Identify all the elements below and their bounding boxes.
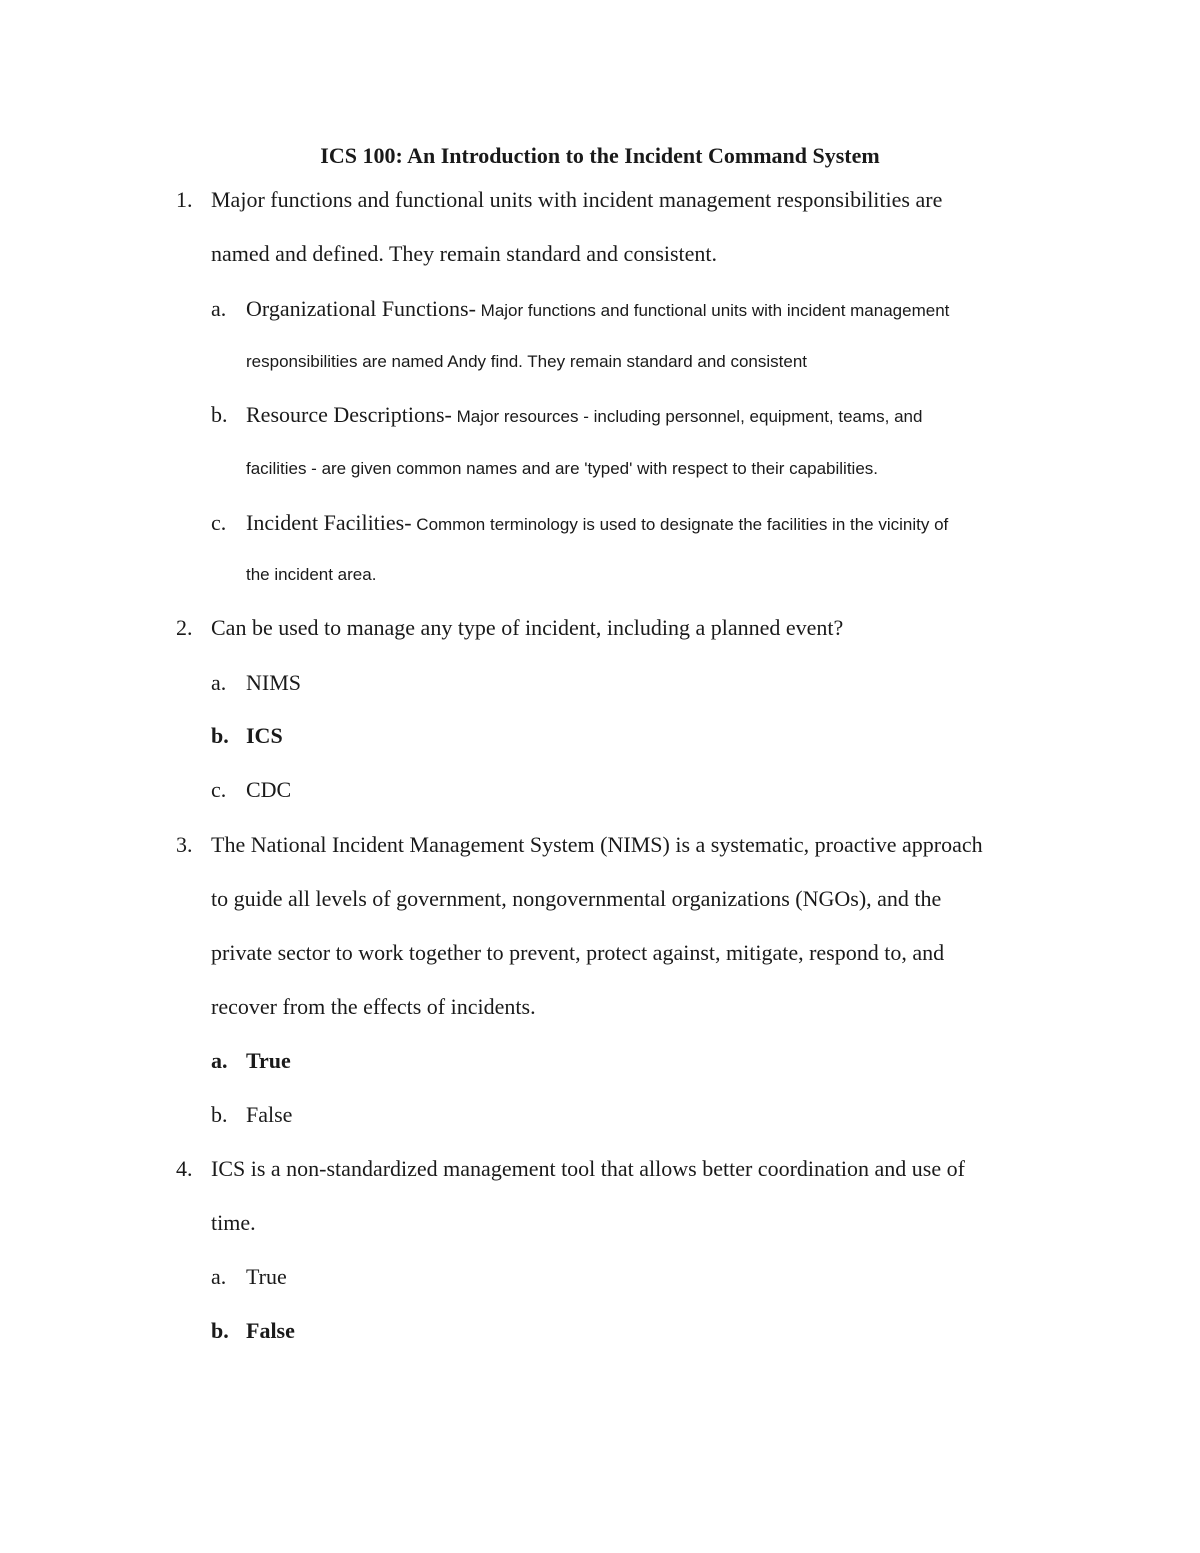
q2-option-b-letter: b. <box>211 723 229 748</box>
q1-option-b <box>246 399 922 433</box>
q1-option-c-definition: Common terminology is used to designate the facilities in the vicinity of <box>411 515 949 534</box>
q3-option-a-letter: a. <box>211 1048 228 1073</box>
q1-option-a-definition: Major functions and functional units with incident management <box>475 301 950 320</box>
q4-option-a-letter: a. <box>211 1264 227 1289</box>
q1-option-c-definition-line2: the incident area. <box>246 565 377 584</box>
q2-option-b-text: ICS <box>246 723 283 748</box>
q2-option-c-text: CDC <box>246 777 292 802</box>
q1-option-a-label: Organizational Functions- <box>246 296 476 321</box>
q1-option-c-label: Incident Facilities- <box>246 510 412 535</box>
q1-option-b-definition-line2: facilities - are given common names and are 'typed' with respect to their capabilities. <box>246 459 879 478</box>
q1-option-a <box>246 293 949 327</box>
q1-option-a-definition-line2: responsibilities are named Andy find. They remain standard and consistent <box>246 352 808 371</box>
q2-option-a-letter: a. <box>211 670 227 695</box>
q2-number: 2. <box>176 615 193 640</box>
q1-number: 1. <box>176 187 193 212</box>
q3-text-line2: to guide all levels of government, nongovernmental organizations (NGOs), and the <box>211 886 942 911</box>
q3-option-b-text: False <box>246 1102 293 1127</box>
q2-option-a-text: NIMS <box>246 670 302 695</box>
q3-option-b-letter: b. <box>211 1102 228 1127</box>
q1-option-a-letter: a. <box>211 296 227 321</box>
q3-text-line3: private sector to work together to prevent, protect against, mitigate, respond to, and <box>211 940 945 965</box>
q3-option-a-text: True <box>246 1048 291 1073</box>
q2-option-c-letter: c. <box>211 777 227 802</box>
q1-option-c-letter: c. <box>211 510 227 535</box>
q4-text-line1: ICS is a non-standardized management tool that allows better coordination and use of <box>211 1156 965 1181</box>
q1-text-line2: named and defined. They remain standard and consistent. <box>211 241 718 266</box>
document-title: ICS 100: An Introduction to the Incident Command System <box>320 143 880 168</box>
q1-option-c <box>246 507 948 541</box>
q3-number: 3. <box>176 832 193 857</box>
q4-option-b-text: False <box>246 1318 295 1343</box>
q1-option-b-definition: Major resources - including personnel, equipment, teams, and <box>451 407 923 426</box>
q3-text-line1: The National Incident Management System (NIMS) is a systematic, proactive approach <box>211 832 983 857</box>
q4-number: 4. <box>176 1156 193 1181</box>
q1-text-line1: Major functions and functional units with incident management responsibilities are <box>211 187 943 212</box>
q4-option-b-letter: b. <box>211 1318 229 1343</box>
q4-option-a-text: True <box>246 1264 287 1289</box>
q2-text-line1: Can be used to manage any type of incident, including a planned event? <box>211 615 844 640</box>
q1-option-b-label: Resource Descriptions- <box>246 402 452 427</box>
q1-option-b-letter: b. <box>211 402 228 427</box>
q4-text-line2: time. <box>211 1210 256 1235</box>
q3-text-line4: recover from the effects of incidents. <box>211 994 536 1019</box>
